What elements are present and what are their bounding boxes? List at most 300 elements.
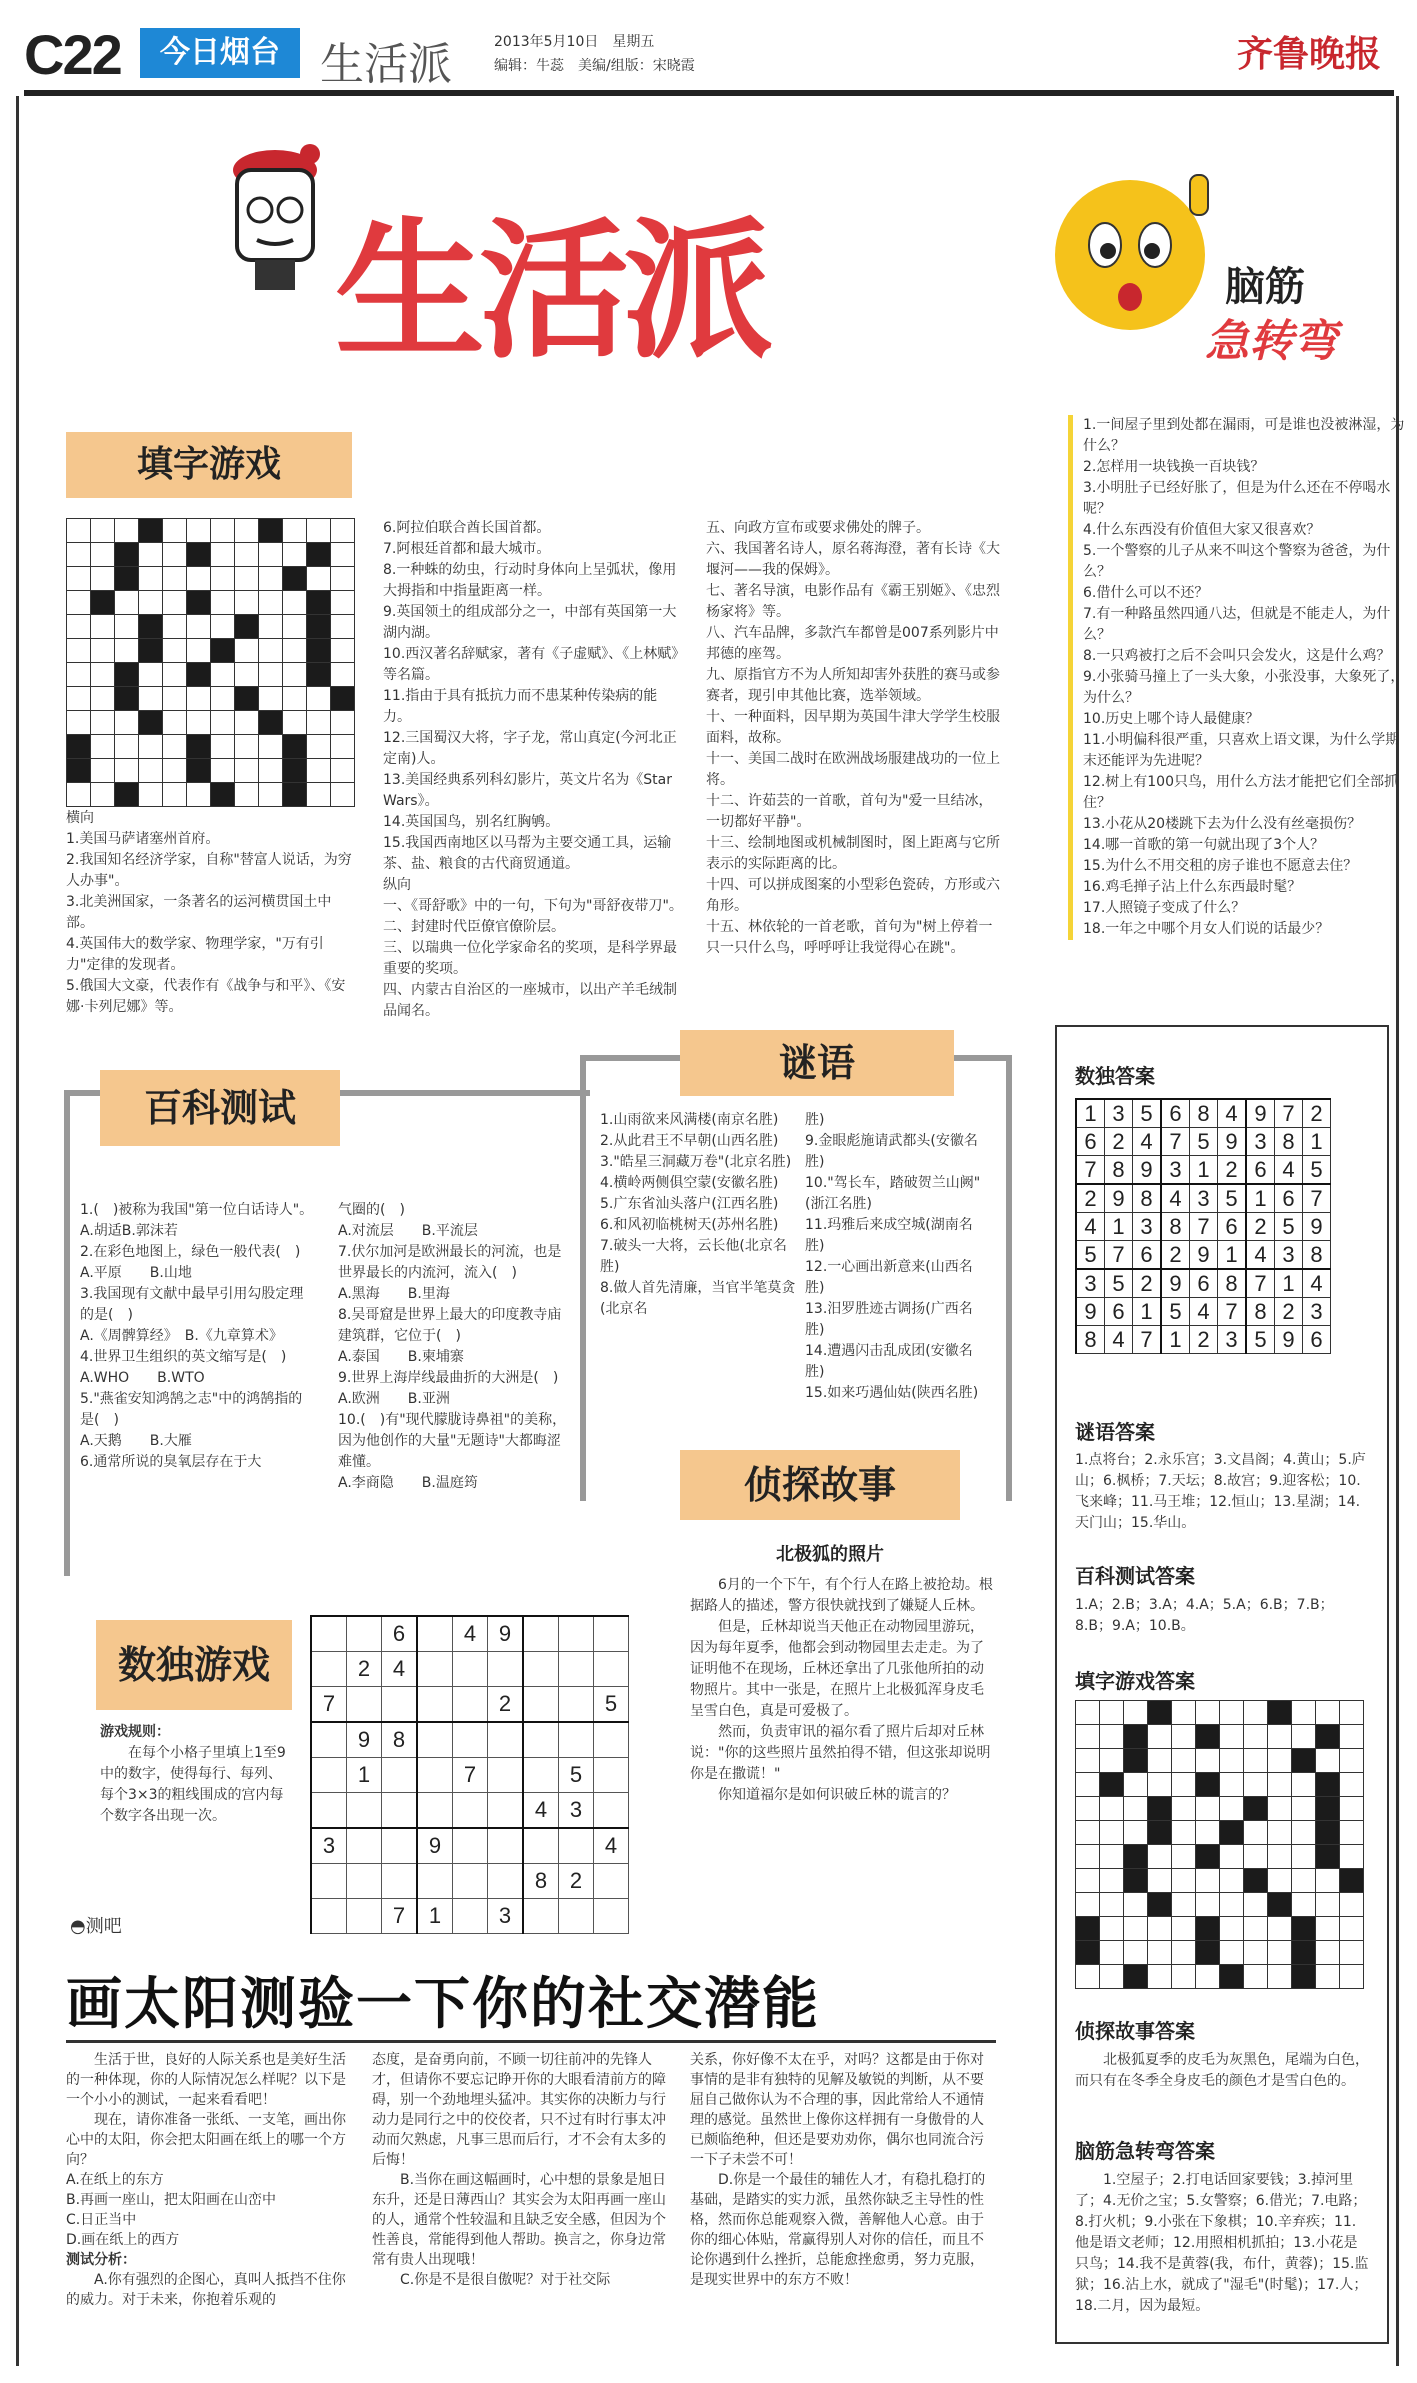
detective-answer: 北极狐夏季的皮毛为灰黑色，尾端为白色，而只有在冬季全身皮毛的颜色才是雪白色的。 [1075, 2052, 1369, 2089]
sudoku-cell: 4 [594, 1828, 629, 1864]
sudoku-cell: 6 [1076, 1128, 1105, 1156]
sudoku-cell: 6 [1190, 1269, 1218, 1298]
sudoku-cell: 8 [523, 1864, 559, 1899]
riddle-item: 14.遭遇闪击乱成团(安徽名胜) [805, 1343, 973, 1380]
sudoku-cell [453, 1828, 488, 1864]
crossword-cell [1172, 1941, 1196, 1965]
crossword-cell [91, 591, 115, 615]
crossword-cell [115, 639, 139, 663]
crossword-cell [1220, 1941, 1244, 1965]
crossword-cell [1148, 1749, 1172, 1773]
brainteaser-item: 6.借什么可以不还？ [1083, 585, 1209, 601]
crossword-cell [115, 735, 139, 759]
sudoku-cell: 4 [1076, 1213, 1105, 1241]
crossword-cell [1220, 1869, 1244, 1893]
crossword-cell [1268, 1821, 1292, 1845]
crossword-cell [211, 567, 235, 591]
crossword-cell [1316, 1773, 1340, 1797]
crossword-cell [1124, 1917, 1148, 1941]
crossword-cell [1172, 1869, 1196, 1893]
crossword-cell [67, 543, 91, 567]
page-number: C22 [24, 23, 121, 86]
sudoku-answer-title: 数独答案 [1075, 1064, 1155, 1088]
crossword-cell [1196, 1725, 1220, 1749]
quiz-option: A.在纸上的东方 [66, 2172, 164, 2188]
crossword-cell [1316, 1845, 1340, 1869]
riddle-right [805, 1110, 990, 1404]
quiz-option: C.日正当中 [66, 2212, 137, 2228]
clue: 六、我国著名诗人，原名蒋海澄，著有长诗《大堰河——我的保姆》。 [706, 541, 1000, 578]
clue: 1.美国马萨诸塞州首府。 [66, 831, 220, 847]
crossword-cell [1148, 1773, 1172, 1797]
sudoku-cell: 3 [1246, 1128, 1275, 1156]
sudoku-cell: 3 [1133, 1213, 1162, 1241]
sudoku-cell [594, 1722, 629, 1758]
clue: 14.英国国鸟，别名红胸鸲。 [383, 814, 560, 830]
crossword-cell [139, 591, 163, 615]
crossword-cell [1316, 1917, 1340, 1941]
sudoku-cell: 4 [1218, 1099, 1247, 1128]
crossword-cell [187, 783, 211, 807]
cross-answer-title: 填字游戏答案 [1075, 1669, 1195, 1693]
sudoku-cell: 5 [1190, 1128, 1218, 1156]
crossword-cell [1220, 1893, 1244, 1917]
crossword-cell [307, 591, 331, 615]
sudoku-cell [417, 1722, 453, 1758]
sudoku-cell [523, 1687, 559, 1723]
crossword-cell [1268, 1869, 1292, 1893]
crossword-cell [1076, 1941, 1100, 1965]
crossword-cell [1100, 1941, 1124, 1965]
encyclopedia-title: 百科测试 [100, 1070, 340, 1146]
quiz-text: C.你是不是很自傲呢？对于社交际 [400, 2272, 611, 2288]
sudoku-cell: 1 [1133, 1298, 1162, 1326]
crossword-cell [1244, 1797, 1268, 1821]
crossword-cell [1244, 1845, 1268, 1869]
crossword-cell [1100, 1917, 1124, 1941]
crossword-cell [1244, 1701, 1268, 1725]
sudoku-cell: 1 [1275, 1269, 1303, 1298]
crossword-cell [163, 639, 187, 663]
sudoku-cell [594, 1899, 629, 1934]
crossword-cell [1100, 1845, 1124, 1869]
crossword-cell [1268, 1941, 1292, 1965]
sudoku-cell: 5 [559, 1758, 594, 1793]
sudoku-cell: 2 [488, 1687, 524, 1723]
quiz-item: 1.( )被称为我国"第一位白话诗人"。 [80, 1202, 314, 1218]
quiz-item: 8.吴哥窟是世界上最大的印度教寺庙建筑群，它位于( ) [338, 1307, 562, 1344]
crossword-cell [1292, 1797, 1316, 1821]
crossword-cell [1220, 1965, 1244, 1989]
cross-answer-grid [1075, 1700, 1364, 1989]
story-paragraph: 6月的一个下午，有个行人在路上被抢劫。根据路人的描述，警方很快就找到了嫌疑人丘林。 [690, 1577, 993, 1614]
crossword-cell [1268, 1917, 1292, 1941]
crossword-cell [1220, 1845, 1244, 1869]
crossword-cell [1076, 1965, 1100, 1989]
quiz-item: A.对流层 B.平流层 [338, 1223, 478, 1239]
crossword-cell [139, 663, 163, 687]
crossword-cell [331, 639, 355, 663]
crossword-cell [67, 759, 91, 783]
sudoku-cell: 3 [1275, 1241, 1303, 1270]
crossword-cell [139, 711, 163, 735]
sudoku-answer-grid [1075, 1098, 1331, 1354]
crossword-cell [1340, 1965, 1364, 1989]
quiz-item: A.欧洲 B.亚洲 [338, 1391, 450, 1407]
quiz-col1 [66, 2050, 358, 2310]
clue: 二、封建时代臣僚官僚阶层。 [383, 919, 565, 935]
crossword-cell [187, 567, 211, 591]
sudoku-title: 数独游戏 [96, 1620, 292, 1710]
crossword-cell [235, 567, 259, 591]
crossword-cell [1316, 1941, 1340, 1965]
quiz-option: B.再画一座山，把太阳画在山峦中 [66, 2192, 277, 2208]
riddle-answer-title: 谜语答案 [1075, 1420, 1155, 1444]
crossword-cell [331, 567, 355, 591]
crossword-cell [1148, 1845, 1172, 1869]
brain-answer: 1.空屋子；2.打电话回家要钱；3.掉河里了；4.无价之宝；5.女警察；6.借光；7.电路；8.打火机；9.小张在下象棋；10.辛弃疾；11.他是语文老师；12.用照相机抓拍；13.小花是只鸟；14.我不是黄蓉(我，布什，黄蓉)；15.监狱；16.沾上水，就成了"湿毛"(时髦)；17.人；18.二月，因为最短。 [1075, 2172, 1369, 2314]
sudoku-cell [453, 1899, 488, 1934]
brainteaser-item: 5.一个警察的儿子从来不叫这个警察为爸爸，为什么？ [1083, 543, 1391, 580]
crossword-cell [259, 615, 283, 639]
crossword-cell [139, 735, 163, 759]
riddle-item: 15.如来巧遇仙姑(陕西名胜) [805, 1385, 979, 1401]
crossword-cell [331, 735, 355, 759]
crossword-cell [1244, 1893, 1268, 1917]
ency-answer: 1.A；2.B；3.A；4.A；5.A；6.B；7.B；8.B；9.A；10.B。 [1075, 1597, 1334, 1634]
clue: 七、著名导演，电影作品有《霸王别姬》、《忠烈杨家将》等。 [706, 583, 1000, 620]
crossword-cell [1172, 1725, 1196, 1749]
crossword-cell [187, 519, 211, 543]
brain-answer-title: 脑筋急转弯答案 [1075, 2139, 1215, 2163]
crossword-cell [1076, 1917, 1100, 1941]
crossword-cell [91, 519, 115, 543]
quiz-col2 [372, 2050, 672, 2290]
crossword-cell [1172, 1965, 1196, 1989]
sudoku-cell [417, 1687, 453, 1723]
crossword-cell [1196, 1869, 1220, 1893]
clue: 十、一种面料，因早期为英国牛津大学学生校服面料，故称。 [706, 709, 1000, 746]
crossword-cell [1292, 1773, 1316, 1797]
crossword-cell [1244, 1965, 1268, 1989]
sudoku-cell: 1 [347, 1758, 382, 1793]
sudoku-cell: 8 [1218, 1269, 1247, 1298]
crossword-cell [163, 735, 187, 759]
crossword-cell [67, 711, 91, 735]
riddle-left [600, 1110, 800, 1320]
sudoku-cell: 6 [1133, 1241, 1162, 1270]
sudoku-cell: 1 [1246, 1184, 1275, 1213]
crossword-cell [259, 639, 283, 663]
sudoku-cell [594, 1616, 629, 1652]
crossword-cell [235, 735, 259, 759]
crossword-cell [1292, 1941, 1316, 1965]
crossword-cell [1220, 1821, 1244, 1845]
sudoku-cell [382, 1793, 418, 1829]
crossword-cell [211, 663, 235, 687]
crossword-cell [259, 735, 283, 759]
crossword-cell [115, 711, 139, 735]
riddle-item: 1.山雨欲来风满楼(南京名胜) [600, 1112, 779, 1128]
crossword-cell [115, 615, 139, 639]
riddle-item: 3."皓星三洞藏万卷"(北京名胜) [600, 1154, 792, 1170]
crossword-cell [67, 519, 91, 543]
crossword-cell [235, 711, 259, 735]
quiz-item: A.黑海 B.里海 [338, 1286, 450, 1302]
sun-icon: ◓ [70, 1916, 86, 1937]
crossword-cell [1124, 1749, 1148, 1773]
crossword-col2 [383, 518, 683, 1022]
sudoku-cell: 6 [1161, 1099, 1190, 1128]
sudoku-cell [488, 1758, 524, 1793]
riddle-item: 5.广东省汕头落户(江西名胜) [600, 1196, 779, 1212]
sudoku-cell [311, 1793, 347, 1829]
crossword-cell [91, 543, 115, 567]
quiz-item: 6.通常所说的臭氧层存在于大 [80, 1454, 262, 1470]
crossword-cell [1124, 1869, 1148, 1893]
quiz-text: D.你是一个最佳的辅佐人才，有稳扎稳打的基础，是踏实的实力派，虽然你缺乏主导性的性格，然而你总能观察入微，善解他人心意。由于你的细心体贴，常赢得别人对你的信任，而且不论你遇到什么挫折，总能愈挫愈勇，努力克服，是现实世界中的东方不败！ [690, 2172, 986, 2288]
crossword-cell [1340, 1917, 1364, 1941]
sudoku-cell: 9 [417, 1828, 453, 1864]
sudoku-cell [347, 1616, 382, 1652]
sudoku-cell [488, 1722, 524, 1758]
sudoku-cell: 2 [1105, 1128, 1133, 1156]
crossword-cell [115, 663, 139, 687]
sudoku-cell [382, 1687, 418, 1723]
crossword-cell [259, 519, 283, 543]
story-paragraph: 然而，负责审讯的福尔看了照片后却对丘林说："你的这些照片虽然拍得不错，但这张却说明你是在撒谎！" [690, 1724, 991, 1782]
crossword-cell [139, 687, 163, 711]
crossword-cell [259, 591, 283, 615]
sudoku-cell [311, 1652, 347, 1687]
clue: 5.俄国大文豪，代表作有《战争与和平》、《安娜·卡列尼娜》等。 [66, 978, 346, 1015]
sudoku-cell: 7 [1275, 1099, 1303, 1128]
crossword-cell [1124, 1797, 1148, 1821]
crossword-cell [115, 543, 139, 567]
sudoku-cell: 7 [1076, 1156, 1105, 1185]
sudoku-cell: 7 [1105, 1241, 1133, 1270]
encyclopedia-left [80, 1200, 315, 1473]
quiz-item: A.李商隐 B.温庭筠 [338, 1475, 478, 1491]
quiz-text: 生活于世，良好的人际关系也是美好生活的一种体现，你的人际情况怎么样呢？以下是一个小小的测试，一起来看看吧！ [66, 2052, 346, 2108]
brainteaser-item: 7.有一种路虽然四通八达，但就是不能走人，为什么？ [1083, 606, 1391, 643]
crossword-cell [91, 615, 115, 639]
crossword-cell [235, 591, 259, 615]
banner-title: 生活派 [335, 203, 768, 379]
riddle-item: 9.金眼彪施请武都头(安徽名胜) [805, 1133, 978, 1170]
crossword-cell [259, 759, 283, 783]
brainteaser-item: 3.小明肚子已经好胀了，但是为什么还在不停喝水呢？ [1083, 480, 1391, 517]
sudoku-cell: 2 [1190, 1326, 1218, 1354]
clue: 十五、林依轮的一首老歌，首句为"树上停着一只一只什么鸟，呼呼呼让我觉得心在跳"。 [706, 919, 993, 956]
sudoku-cell [488, 1828, 524, 1864]
crossword-cell [187, 543, 211, 567]
crossword-cell [259, 543, 283, 567]
section-name: 生活派 [320, 39, 452, 90]
sudoku-cell [311, 1864, 347, 1899]
crossword-cell [1340, 1869, 1364, 1893]
crossword-cell [283, 783, 307, 807]
sudoku-cell: 2 [559, 1864, 594, 1899]
sudoku-cell [311, 1616, 347, 1652]
sudoku-cell: 8 [1076, 1326, 1105, 1354]
riddle-item: 11.玛雅后来成空城(湖南名胜) [805, 1217, 973, 1254]
sudoku-cell [453, 1793, 488, 1829]
sudoku-cell: 3 [488, 1899, 524, 1934]
quiz-item: A.WHO B.WTO [80, 1370, 205, 1386]
clue: 十三、绘制地图或机械制图时，图上距离与它所表示的实际距离的比。 [706, 835, 1000, 872]
brainteaser-item: 11.小明偏科很严重，只喜欢上语文课，为什么学期末还能评为先进呢？ [1083, 732, 1400, 769]
sudoku-cell [347, 1864, 382, 1899]
crossword-cell [1148, 1701, 1172, 1725]
sudoku-cell: 4 [1275, 1156, 1303, 1185]
quiz-item: A.《周髀算经》 B.《九章算术》 [80, 1328, 283, 1344]
crossword-cell [67, 663, 91, 687]
quiz-option: D.画在纸上的西方 [66, 2232, 180, 2248]
sudoku-cell: 2 [1133, 1269, 1162, 1298]
brainteaser-item: 9.小张骑马撞上了一头大象，小张没事，大象死了，为什么？ [1083, 669, 1405, 706]
crossword-cell [115, 687, 139, 711]
sudoku-cell: 9 [347, 1722, 382, 1758]
riddle-item: 10."驾长车，踏破贺兰山阙"(浙江名胜) [805, 1175, 981, 1212]
sudoku-cell [347, 1687, 382, 1723]
crossword-cell [163, 711, 187, 735]
crossword-cell [1196, 1701, 1220, 1725]
crossword-cell [139, 639, 163, 663]
sudoku-cell [594, 1793, 629, 1829]
brainteaser-item: 1.一间屋子里到处都在漏雨，可是谁也没被淋湿，为什么？ [1083, 417, 1405, 454]
crossword-cell [163, 783, 187, 807]
crossword-cell [1316, 1821, 1340, 1845]
sudoku-cell: 6 [1246, 1156, 1275, 1185]
crossword-cell [211, 615, 235, 639]
crossword-cell [211, 735, 235, 759]
brainteaser-item: 14.哪一首歌的第一句就出现了3个人？ [1083, 837, 1325, 853]
sudoku-cell: 1 [1076, 1099, 1105, 1128]
quiz-item: A.泰国 B.柬埔寨 [338, 1349, 464, 1365]
sudoku-cell [453, 1864, 488, 1899]
crossword-cell [1172, 1797, 1196, 1821]
crossword-cell [1316, 1965, 1340, 1989]
clue: 九、原指官方不为人所知却害外获胜的赛马或参赛者，现引申其他比赛，选举领域。 [706, 667, 1000, 704]
sudoku-cell: 3 [1076, 1269, 1105, 1298]
crossword-cell [307, 735, 331, 759]
sudoku-cell: 9 [1303, 1213, 1331, 1241]
sudoku-cell: 9 [1133, 1156, 1162, 1185]
sudoku-cell: 7 [1133, 1326, 1162, 1354]
crossword-cell [1268, 1701, 1292, 1725]
date-line: 2013年5月10日 星期五 [494, 34, 655, 50]
sudoku-cell [559, 1687, 594, 1723]
crossword-cell [163, 567, 187, 591]
clue: 四、内蒙古自治区的一座城市，以出产羊毛绒制品闻名。 [383, 982, 677, 1019]
crossword-cell [283, 759, 307, 783]
crossword-cell [1268, 1749, 1292, 1773]
sudoku-cell: 9 [1275, 1326, 1303, 1354]
sudoku-cell: 3 [1303, 1298, 1331, 1326]
crossword-cell [1268, 1773, 1292, 1797]
clue: 7.阿根廷首都和最大城市。 [383, 541, 551, 557]
sudoku-cell [523, 1828, 559, 1864]
sudoku-cell [417, 1864, 453, 1899]
issue-meta [494, 30, 695, 78]
sudoku-cell [347, 1793, 382, 1829]
crossword-cell [1316, 1725, 1340, 1749]
crossword-cell [67, 783, 91, 807]
sudoku-cell: 4 [1303, 1269, 1331, 1298]
crossword-cell [115, 567, 139, 591]
sudoku-cell: 3 [311, 1828, 347, 1864]
clue: 10.西汉著名辞赋家，著有《子虚赋》、《上林赋》等名篇。 [383, 646, 679, 683]
crossword-cell [187, 663, 211, 687]
sudoku-puzzle [310, 1615, 629, 1934]
crossword-cell [1268, 1893, 1292, 1917]
sudoku-cell [559, 1828, 594, 1864]
brainteaser-item: 13.小花从20楼跳下去为什么没有丝毫损伤？ [1083, 816, 1362, 832]
crossword-cell [1196, 1821, 1220, 1845]
sudoku-cell: 7 [1161, 1128, 1190, 1156]
story-title: 北极狐的照片 [776, 1544, 884, 1565]
quiz-title: 画太阳测验一下你的社交潜能 [66, 1972, 820, 2037]
sudoku-cell: 3 [1218, 1326, 1247, 1354]
quiz-text: 关系，你好像不太在乎，对吗？这都是由于你对事情的是非有独特的见解及敏锐的判断，从不要屈自己做你认为不合理的事，因此常给人不通情理的感觉。虽然世上像你这样拥有一身傲骨的人已颇临绝种，但还是要劝劝你，偶尔也同流合污一下子未尝不可！ [690, 2052, 984, 2168]
crossword-cell [1292, 1869, 1316, 1893]
sudoku-cell: 1 [1190, 1156, 1218, 1185]
crossword-cell [259, 783, 283, 807]
sudoku-cell: 3 [1161, 1156, 1190, 1185]
crossword-cell [163, 663, 187, 687]
crossword-cell [1196, 1749, 1220, 1773]
crossword-cell [1076, 1725, 1100, 1749]
surprised-face-icon [1050, 165, 1220, 335]
crossword-grid [66, 518, 355, 807]
crossword-cell [283, 687, 307, 711]
sudoku-cell: 6 [1303, 1326, 1331, 1354]
crossword-cell [307, 663, 331, 687]
crossword-cell [1148, 1725, 1172, 1749]
sudoku-cell: 8 [382, 1722, 418, 1758]
crossword-cell [91, 735, 115, 759]
crossword-cell [259, 711, 283, 735]
clue: 9.英国领土的组成部分之一，中部有英国第一大湖内湖。 [383, 604, 677, 641]
crossword-cell [1244, 1725, 1268, 1749]
crossword-cell [1148, 1869, 1172, 1893]
sudoku-cell: 8 [1246, 1298, 1275, 1326]
crossword-cell [139, 567, 163, 591]
crossword-cell [1196, 1917, 1220, 1941]
crossword-cell [1148, 1965, 1172, 1989]
sudoku-cell: 6 [382, 1616, 418, 1652]
sudoku-cell: 9 [1105, 1184, 1133, 1213]
riddle-item: 7.破头一大将，云长他(北京名胜) [600, 1238, 787, 1275]
sudoku-cell: 2 [1275, 1298, 1303, 1326]
sudoku-cell: 5 [1161, 1298, 1190, 1326]
clue: 十一、美国二战时在欧洲战场服建战功的一位上将。 [706, 751, 1000, 788]
sudoku-cell: 2 [1246, 1213, 1275, 1241]
sudoku-cell [523, 1899, 559, 1934]
riddle-item: 13.汨罗胜迹古调扬(广西名胜) [805, 1301, 973, 1338]
sudoku-cell [453, 1687, 488, 1723]
brain-title-2: 急转弯 [1205, 316, 1337, 367]
crossword-cell [1100, 1965, 1124, 1989]
brain-title-1: 脑筋 [1225, 264, 1305, 310]
crossword-cell [91, 639, 115, 663]
sudoku-cell: 9 [488, 1616, 524, 1652]
clue: 8.一种蛛的幼虫，行动时身体向上呈弧状，像用大拇指和中指量距离一样。 [383, 562, 677, 599]
crossword-cell [115, 591, 139, 615]
crossword-cell [1196, 1845, 1220, 1869]
sudoku-cell: 1 [1161, 1326, 1190, 1354]
